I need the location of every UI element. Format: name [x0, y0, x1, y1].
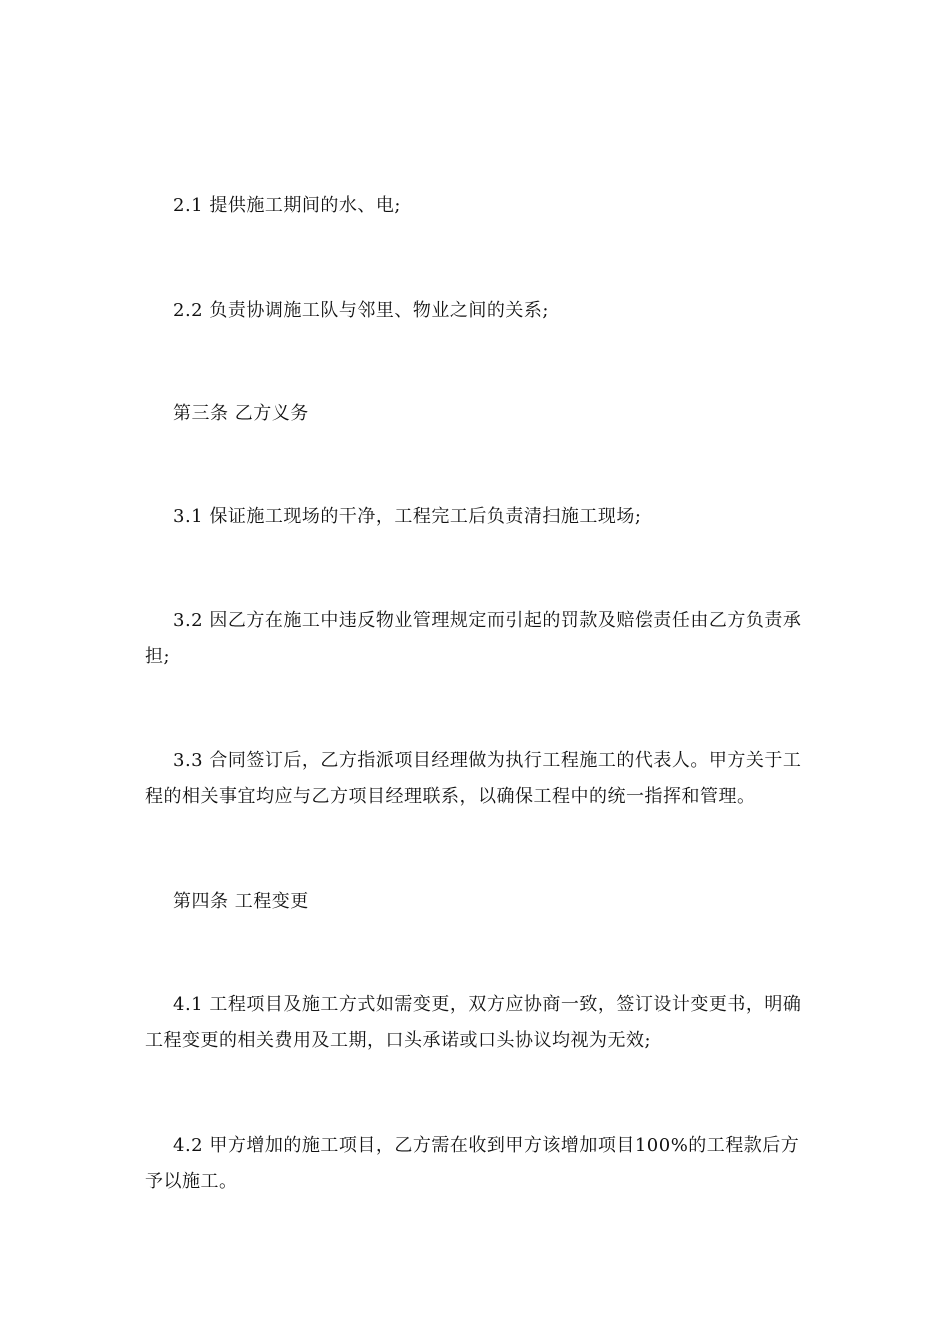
clause-2-2: 2.2 负责协调施工队与邻里、物业之间的关系;	[173, 300, 549, 321]
clause-3-1: 3.1 保证施工现场的干净，工程完工后负责清扫施工现场;	[173, 506, 642, 527]
clause-3-3: 3.3 合同签订后，乙方指派项目经理做为执行工程施工的代表人。甲方关于工程的相关事宜均应与乙方项目经理联系，以确保工程中的统一指挥和管理。	[145, 750, 802, 807]
clause-2-1: 2.1 提供施工期间的水、电;	[173, 195, 401, 216]
article-3-heading: 第三条 乙方义务	[173, 403, 309, 424]
article-4-heading: 第四条 工程变更	[173, 891, 309, 912]
clause-3-2: 3.2 因乙方在施工中违反物业管理规定而引起的罚款及赔偿责任由乙方负责承担;	[145, 610, 802, 667]
clause-4-2: 4.2 甲方增加的施工项目，乙方需在收到甲方该增加项目100%的工程款后方予以施工。	[145, 1135, 800, 1192]
clause-4-1: 4.1 工程项目及施工方式如需变更，双方应协商一致，签订设计变更书，明确工程变更的相关费用及工期，口头承诺或口头协议均视为无效;	[145, 994, 802, 1051]
